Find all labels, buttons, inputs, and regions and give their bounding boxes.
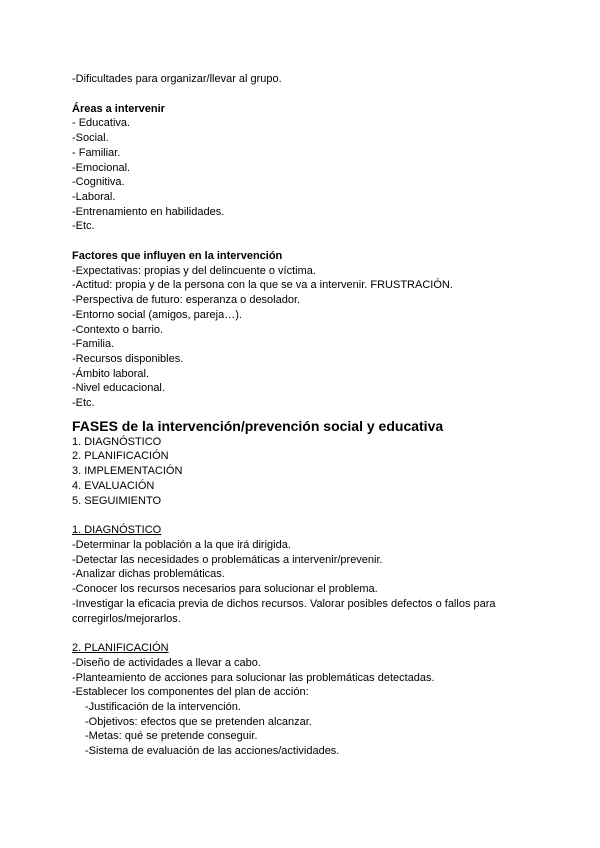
list-item: -Ámbito laboral. — [72, 367, 150, 380]
planificacion-heading: 2. PLANIFICACIÓN — [72, 642, 169, 655]
list-item: -Laboral. — [72, 190, 116, 203]
list-item: -Entrenamiento en habilidades. — [72, 205, 225, 218]
list-item: -Detectar las necesidades o problemáticas a intervenir/prevenir. — [72, 553, 383, 566]
list-item: -Nivel educacional. — [72, 382, 165, 395]
list-item: -Entorno social (amigos, pareja…). — [72, 308, 242, 321]
list-item: -Conocer los recursos necesarios para solucionar el problema. — [72, 583, 378, 596]
list-item: -Diseño de actividades a llevar a cabo. — [72, 656, 261, 669]
diagnostico-heading: 1. DIAGNÓSTICO — [72, 524, 162, 537]
list-item: 4. EVALUACIÓN — [72, 479, 155, 492]
list-item: -Etc. — [72, 220, 95, 233]
list-item: - Educativa. — [72, 117, 131, 130]
list-item: -Etc. — [72, 397, 95, 410]
list-item: 2. PLANIFICACIÓN — [72, 450, 169, 463]
fases-heading: FASES de la intervención/prevención social y educativa — [72, 417, 444, 434]
page-content — [72, 72, 532, 759]
list-item: -Social. — [72, 132, 109, 145]
list-item: -Analizar dichas problemáticas. — [72, 568, 225, 581]
sub-list-item: -Justificación de la intervención. — [85, 701, 241, 714]
sub-list-item: -Metas: qué se pretende conseguir. — [85, 730, 258, 743]
list-item: -Recursos disponibles. — [72, 352, 184, 365]
list-item: -Actitud: propia y de la persona con la que se va a intervenir. FRUSTRACIÓN. — [72, 279, 453, 292]
list-item: -Cognitiva. — [72, 176, 125, 189]
areas-heading: Áreas a intervenir — [72, 102, 165, 115]
list-item: -Perspectiva de futuro: esperanza o desolador. — [72, 294, 301, 307]
list-item: -Determinar la población a la que irá dirigida. — [72, 538, 291, 551]
list-item: 5. SEGUIMIENTO — [72, 494, 162, 507]
list-item: -Investigar la eficacia previa de dichos recursos. Valorar posibles defectos o fallos para corregirlos/mejorarlos. — [72, 597, 496, 625]
list-item: 3. IMPLEMENTACIÓN — [72, 465, 183, 478]
list-item: - Familiar. — [72, 146, 121, 159]
list-item: -Contexto o barrio. — [72, 323, 164, 336]
list-item: -Emocional. — [72, 161, 131, 174]
list-item: -Planteamiento de acciones para solucionar las problemáticas detectadas. — [72, 671, 435, 684]
list-item: 1. DIAGNÓSTICO — [72, 435, 162, 448]
sub-list-item: -Sistema de evaluación de las acciones/actividades. — [85, 745, 340, 758]
top-line: -Dificultades para organizar/llevar al grupo. — [72, 73, 282, 85]
factores-heading: Factores que influyen en la intervención — [72, 250, 283, 263]
sub-list-item: -Objetivos: efectos que se pretenden alcanzar. — [85, 715, 312, 728]
list-item: -Familia. — [72, 338, 115, 351]
list-item: -Establecer los componentes del plan de acción: — [72, 686, 309, 699]
list-item: -Expectativas: propias y del delincuente o víctima. — [72, 264, 316, 277]
